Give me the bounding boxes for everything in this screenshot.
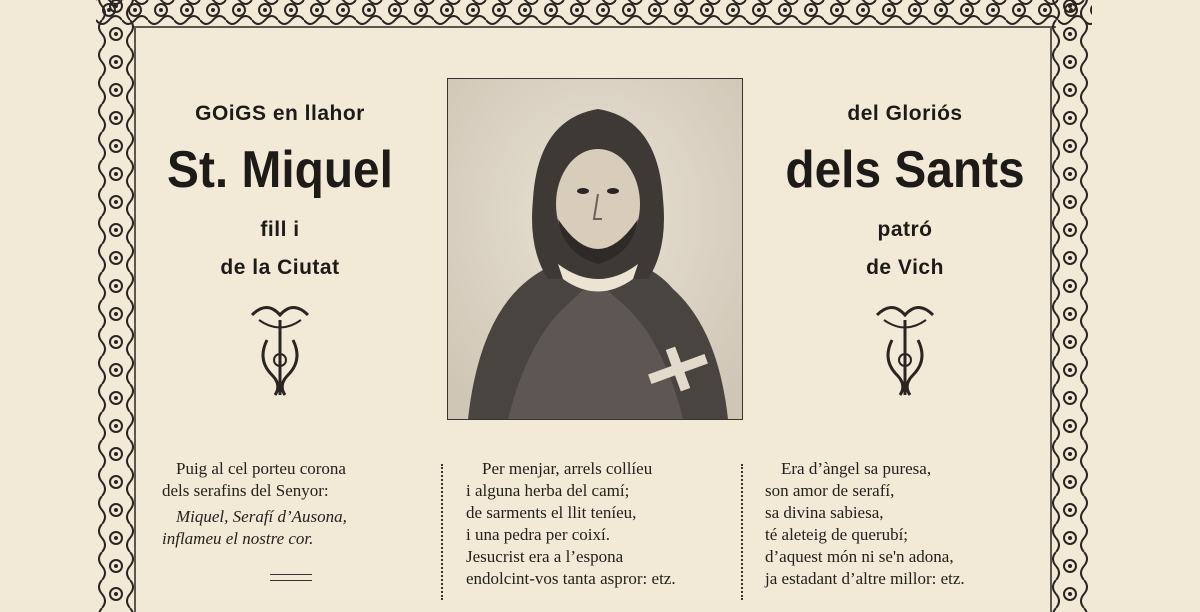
verse-line: ja estadant d’altre millor: etz.	[765, 569, 965, 588]
header-right-patro: patró	[877, 218, 933, 241]
refrain-line: Miquel, Serafí d’Ausona,	[176, 507, 347, 526]
floral-border-left	[96, 0, 136, 612]
verse-line: de sarments el llit teníeu,	[466, 503, 637, 522]
verse-line: i alguna herba del camí;	[466, 481, 630, 500]
verse-line: Era d’àngel sa puresa,	[781, 459, 932, 478]
friar-portrait-illustration	[448, 79, 742, 419]
verse-line: té aleteig de querubí;	[765, 525, 909, 544]
verse-column-2	[466, 458, 676, 590]
right-ornament	[872, 300, 938, 400]
verse-line: son amor de serafí,	[765, 481, 895, 500]
verse-line: sa divina sabiesa,	[765, 503, 884, 522]
verse-line: Puig al cel porteu corona	[176, 459, 346, 478]
header-left-fill: fill i	[260, 218, 300, 241]
column-divider	[441, 464, 443, 600]
header-left-name: St. Miquel	[167, 141, 393, 199]
verse-line: dels serafins del Senyor:	[162, 481, 329, 500]
saint-portrait-image	[447, 78, 743, 420]
verse-column-3	[765, 458, 965, 590]
refrain-line: inflameu el nostre cor.	[162, 529, 314, 548]
verse-line: Jesucrist era a l’espona	[466, 547, 624, 566]
verse-column-1	[162, 458, 347, 550]
header-right-city: de Vich	[866, 256, 944, 279]
verse-line: endolcint-vos tanta aspror: etz.	[466, 569, 676, 588]
header-right-name: dels Sants	[785, 141, 1025, 199]
verse-line: Per menjar, arrels collíeu	[482, 459, 653, 478]
floral-border-top	[96, 0, 1092, 28]
header-right-top: del Gloriós	[847, 102, 963, 125]
header-left-top: GOiGS en llahor	[195, 102, 365, 125]
floral-border-right	[1050, 0, 1090, 612]
verse-line: d’aquest món ni se'n adona,	[765, 547, 954, 566]
left-ornament	[247, 300, 313, 400]
column-divider	[741, 464, 743, 600]
header-left-city: de la Ciutat	[220, 256, 340, 279]
verse-line: i una pedra per coixí.	[466, 525, 610, 544]
double-rule	[270, 574, 312, 581]
